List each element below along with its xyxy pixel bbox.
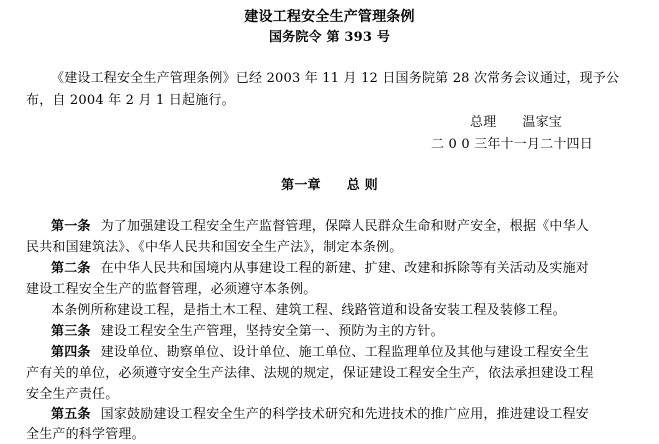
article-5-line-1 — [51, 407, 589, 423]
article-1-text-1: 为了加强建设工程安全生产监督管理，保障人民群众生命和财产安全，根据《中华人 — [100, 219, 590, 234]
document-title: 建设工程安全生产管理条例 — [244, 9, 415, 25]
article-5-text-1: 国家鼓励建设工程安全生产的科学技术研究和先进技术的推广应用，推进建设工程安 — [100, 407, 590, 422]
preamble-line-2: 布，自 2004 年 2 月 1 日起施行。 — [26, 93, 235, 108]
preamble-line-1: 《建设工程安全生产管理条例》已经 2003 年 11 月 12 日国务院第 28 次常务会议通过，现予公 — [51, 71, 620, 86]
article-3-line-1 — [51, 324, 444, 340]
article-2-line-3: 本条例所称建设工程，是指土木工程、建筑工程、线路管道和设备安装工程及装修工程。 — [51, 303, 566, 318]
article-1-label: 第一条 — [51, 219, 91, 234]
article-2-label: 第二条 — [51, 261, 91, 276]
article-5-line-2: 全生产的科学管理。 — [26, 427, 145, 442]
decree-date: 二 0 0 三年十一月二十四日 — [431, 137, 593, 152]
article-5-label: 第五条 — [51, 407, 91, 422]
signature — [470, 115, 562, 131]
chapter-number: 第一章 — [281, 178, 321, 193]
article-3-text-1: 建设工程安全生产管理，坚持安全第一、预防为主的方针。 — [100, 324, 444, 339]
article-1-line-2: 民共和国建筑法》、《中华人民共和国安全生产法》，制定本条例。 — [26, 240, 403, 255]
article-2-line-2: 建设工程安全生产的监督管理，必须遵守本条例。 — [26, 282, 317, 297]
article-2-line-1 — [51, 261, 589, 277]
article-3-label: 第三条 — [51, 324, 91, 339]
article-4-line-1 — [51, 345, 589, 361]
article-4-line-3: 安全生产责任。 — [26, 387, 119, 402]
chapter-title: 总 则 — [346, 178, 378, 193]
signer-title: 总理 — [470, 115, 497, 130]
article-4-line-2: 产有关的单位，必须遵守安全生产法律、法规的规定，保证建设工程安全生产，依法承担建设工程 — [26, 366, 594, 381]
signer-name: 温家宝 — [522, 115, 563, 130]
chapter-heading — [0, 178, 659, 194]
article-2-text-1: 在中华人民共和国境内从事建设工程的新建、扩建、改建和拆除等有关活动及实施对 — [100, 261, 590, 276]
article-4-label: 第四条 — [51, 345, 91, 360]
decree-number: 国务院令 第 393 号 — [268, 30, 391, 45]
article-4-text-1: 建设单位、勘察单位、设计单位、施工单位、工程监理单位及其他与建设工程安全生 — [100, 345, 590, 360]
article-1-line-1 — [51, 219, 589, 235]
